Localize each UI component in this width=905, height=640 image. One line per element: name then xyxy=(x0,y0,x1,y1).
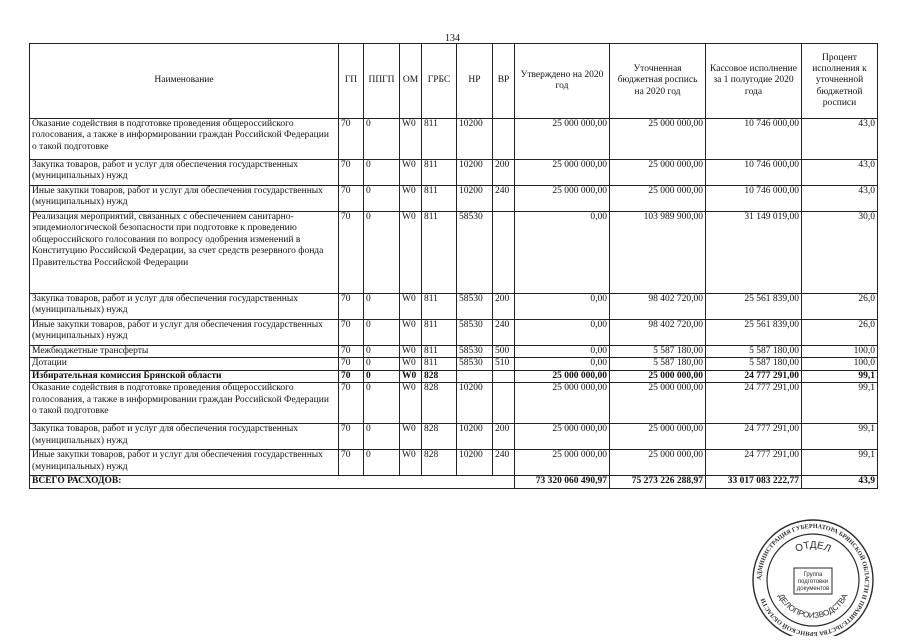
official-stamp xyxy=(733,516,893,636)
cell-om: W0 xyxy=(400,320,422,346)
table-row xyxy=(30,370,878,382)
cell-name: Иные закупки товаров, работ и услуг для обеспечения государственных (муниципальных) нужд xyxy=(30,186,339,212)
cell-approved: 0,00 xyxy=(515,320,610,346)
table-row xyxy=(30,294,878,320)
cell-cash: 25 561 839,00 xyxy=(706,320,802,346)
cell-grbs: 811 xyxy=(422,320,457,346)
cell-name: Реализация мероприятий, связанных с обеспечением санитарно-эпидемиологической безопасности при подготовке к проведению общероссийского голосования по вопросу одобрения изменений в Конституцию Российской Федерации, за счет средств резервного фонда Правительства Российской Федерации xyxy=(30,212,339,294)
stamp-ring-text: АДМИНИСТРАЦИЯ ГУБЕРНАТОРА БРЯНСКОЙ ОБЛАСТИ И ПРАВИТЕЛЬСТВА БРЯНСКОЙ ОБЛАСТИ xyxy=(755,522,871,636)
cell-grbs: 811 xyxy=(422,294,457,320)
table-row xyxy=(30,320,878,346)
cell-cash: 5 587 180,00 xyxy=(706,346,802,358)
cell-percent: 99,1 xyxy=(802,450,878,476)
cell-name: Избирательная комиссия Брянской области xyxy=(30,370,339,382)
cell-om: W0 xyxy=(400,212,422,294)
cell-grbs: 828 xyxy=(422,424,457,450)
cell-ppgp: 0 xyxy=(364,160,400,186)
cell-percent: 43,0 xyxy=(802,119,878,160)
cell-gp: 70 xyxy=(339,160,364,186)
cell-gp: 70 xyxy=(339,450,364,476)
cell-grbs: 828 xyxy=(422,370,457,382)
cell-percent: 43,0 xyxy=(802,186,878,212)
cell-om: W0 xyxy=(400,383,422,424)
cell-grbs: 828 xyxy=(422,383,457,424)
cell-vr xyxy=(493,212,515,294)
cell-name: Дотации xyxy=(30,358,339,370)
cell-approved: 0,00 xyxy=(515,212,610,294)
header-ppgp: ППГП xyxy=(364,44,400,119)
cell-refined: 25 000 000,00 xyxy=(610,424,706,450)
table-row xyxy=(30,450,878,476)
cell-refined: 25 000 000,00 xyxy=(610,186,706,212)
cell-np: 58530 xyxy=(457,212,493,294)
cell-np: 10200 xyxy=(457,450,493,476)
cell-approved: 0,00 xyxy=(515,358,610,370)
cell-ppgp: 0 xyxy=(364,370,400,382)
cell-gp: 70 xyxy=(339,320,364,346)
cell-cash: 24 777 291,00 xyxy=(706,370,802,382)
cell-gp: 70 xyxy=(339,358,364,370)
cell-grbs: 811 xyxy=(422,119,457,160)
cell-np: 58530 xyxy=(457,320,493,346)
cell-name: Иные закупки товаров, работ и услуг для обеспечения государственных (муниципальных) нужд xyxy=(30,450,339,476)
cell-vr: 240 xyxy=(493,186,515,212)
cell-approved: 25 000 000,00 xyxy=(515,383,610,424)
table-row xyxy=(30,424,878,450)
cell-approved: 25 000 000,00 xyxy=(515,424,610,450)
total-refined: 75 273 226 288,97 xyxy=(610,476,706,488)
cell-grbs: 811 xyxy=(422,212,457,294)
table-row xyxy=(30,346,878,358)
cell-approved: 25 000 000,00 xyxy=(515,160,610,186)
cell-gp: 70 xyxy=(339,119,364,160)
cell-approved: 0,00 xyxy=(515,346,610,358)
cell-refined: 5 587 180,00 xyxy=(610,346,706,358)
cell-percent: 100,0 xyxy=(802,358,878,370)
stamp-inner-line: Группа xyxy=(803,572,823,578)
cell-vr: 200 xyxy=(493,424,515,450)
cell-approved: 25 000 000,00 xyxy=(515,370,610,382)
cell-name: Закупка товаров, работ и услуг для обеспечения государственных (муниципальных) нужд xyxy=(30,160,339,186)
cell-ppgp: 0 xyxy=(364,450,400,476)
cell-name: Закупка товаров, работ и услуг для обеспечения государственных (муниципальных) нужд xyxy=(30,424,339,450)
cell-om: W0 xyxy=(400,160,422,186)
table-row xyxy=(30,186,878,212)
cell-om: W0 xyxy=(400,370,422,382)
cell-om: W0 xyxy=(400,294,422,320)
cell-approved: 25 000 000,00 xyxy=(515,186,610,212)
cell-percent: 43,0 xyxy=(802,160,878,186)
table-row xyxy=(30,119,878,160)
total-percent: 43,9 xyxy=(802,476,878,488)
table-row xyxy=(30,160,878,186)
cell-om: W0 xyxy=(400,186,422,212)
budget-table xyxy=(29,43,878,489)
cell-name: Оказание содействия в подготовке проведения общероссийского голосования, а также в информировании граждан Российской Федерации о такой подготовке xyxy=(30,119,339,160)
table-row xyxy=(30,212,878,294)
cell-np: 10200 xyxy=(457,186,493,212)
cell-name: Закупка товаров, работ и услуг для обеспечения государственных (муниципальных) нужд xyxy=(30,294,339,320)
cell-refined: 5 587 180,00 xyxy=(610,358,706,370)
total-row xyxy=(30,476,878,488)
cell-ppgp: 0 xyxy=(364,358,400,370)
cell-cash: 5 587 180,00 xyxy=(706,358,802,370)
stamp-inner-line: подготовки xyxy=(797,579,829,585)
cell-ppgp: 0 xyxy=(364,186,400,212)
cell-cash: 25 561 839,00 xyxy=(706,294,802,320)
cell-vr xyxy=(493,370,515,382)
cell-ppgp: 0 xyxy=(364,294,400,320)
cell-vr: 200 xyxy=(493,160,515,186)
cell-grbs: 811 xyxy=(422,358,457,370)
cell-gp: 70 xyxy=(339,294,364,320)
cell-grbs: 828 xyxy=(422,450,457,476)
header-refined: Уточненная бюджетная роспись на 2020 год xyxy=(610,44,706,119)
cell-np: 10200 xyxy=(457,119,493,160)
table-row xyxy=(30,358,878,370)
cell-percent: 99,1 xyxy=(802,424,878,450)
cell-np: 10200 xyxy=(457,160,493,186)
cell-cash: 10 746 000,00 xyxy=(706,186,802,212)
total-approved: 73 320 060 490,97 xyxy=(515,476,610,488)
cell-cash: 24 777 291,00 xyxy=(706,383,802,424)
table-row xyxy=(30,383,878,424)
cell-refined: 25 000 000,00 xyxy=(610,160,706,186)
cell-vr: 200 xyxy=(493,294,515,320)
cell-om: W0 xyxy=(400,424,422,450)
cell-percent: 99,1 xyxy=(802,370,878,382)
page-number: 134 xyxy=(445,33,460,44)
cell-cash: 31 149 019,00 xyxy=(706,212,802,294)
cell-grbs: 811 xyxy=(422,346,457,358)
cell-refined: 103 989 900,00 xyxy=(610,212,706,294)
cell-gp: 70 xyxy=(339,424,364,450)
cell-refined: 25 000 000,00 xyxy=(610,370,706,382)
stamp-inner-label xyxy=(797,572,829,592)
cell-name: Оказание содействия в подготовке проведения общероссийского голосования, а также в информировании граждан Российской Федерации о такой подготовке xyxy=(30,383,339,424)
cell-grbs: 811 xyxy=(422,186,457,212)
cell-approved: 0,00 xyxy=(515,294,610,320)
cell-np: 10200 xyxy=(457,383,493,424)
cell-approved: 25 000 000,00 xyxy=(515,450,610,476)
cell-gp: 70 xyxy=(339,383,364,424)
cell-np xyxy=(457,370,493,382)
cell-ppgp: 0 xyxy=(364,424,400,450)
total-label: ВСЕГО РАСХОДОВ: xyxy=(30,476,515,488)
header-cash: Кассовое исполнение за 1 полугодие 2020 года xyxy=(706,44,802,119)
cell-vr: 510 xyxy=(493,358,515,370)
header-percent: Процент исполнения к уточненной бюджетной росписи xyxy=(802,44,878,119)
stamp-dept-top: ОТДЕЛ xyxy=(793,539,833,555)
cell-vr: 240 xyxy=(493,450,515,476)
cell-refined: 25 000 000,00 xyxy=(610,383,706,424)
cell-np: 58530 xyxy=(457,358,493,370)
cell-cash: 24 777 291,00 xyxy=(706,424,802,450)
cell-ppgp: 0 xyxy=(364,119,400,160)
cell-np: 58530 xyxy=(457,346,493,358)
cell-np: 58530 xyxy=(457,294,493,320)
header-grbs: ГРБС xyxy=(422,44,457,119)
cell-vr xyxy=(493,383,515,424)
cell-ppgp: 0 xyxy=(364,320,400,346)
header-name: Наименование xyxy=(30,44,339,119)
cell-refined: 25 000 000,00 xyxy=(610,119,706,160)
cell-refined: 98 402 720,00 xyxy=(610,294,706,320)
cell-cash: 24 777 291,00 xyxy=(706,450,802,476)
cell-om: W0 xyxy=(400,358,422,370)
cell-percent: 26,0 xyxy=(802,294,878,320)
cell-om: W0 xyxy=(400,346,422,358)
cell-ppgp: 0 xyxy=(364,212,400,294)
cell-grbs: 811 xyxy=(422,160,457,186)
total-cash: 33 017 083 222,77 xyxy=(706,476,802,488)
cell-vr xyxy=(493,119,515,160)
stamp-inner-line: документов xyxy=(796,586,830,592)
cell-cash: 10 746 000,00 xyxy=(706,119,802,160)
cell-gp: 70 xyxy=(339,212,364,294)
cell-cash: 10 746 000,00 xyxy=(706,160,802,186)
cell-gp: 70 xyxy=(339,346,364,358)
table-header-row xyxy=(30,44,878,119)
cell-percent: 99,1 xyxy=(802,383,878,424)
cell-ppgp: 0 xyxy=(364,383,400,424)
header-om: ОМ xyxy=(400,44,422,119)
cell-percent: 100,0 xyxy=(802,346,878,358)
cell-name: Иные закупки товаров, работ и услуг для обеспечения государственных (муниципальных) нужд xyxy=(30,320,339,346)
header-vr: ВР xyxy=(493,44,515,119)
cell-om: W0 xyxy=(400,119,422,160)
cell-vr: 500 xyxy=(493,346,515,358)
cell-vr: 240 xyxy=(493,320,515,346)
stamp-dept-bottom: ДЕЛОПРОИЗВОДСТВА xyxy=(776,592,850,621)
header-approved: Утверждено на 2020 год xyxy=(515,44,610,119)
cell-percent: 30,0 xyxy=(802,212,878,294)
cell-refined: 25 000 000,00 xyxy=(610,450,706,476)
cell-ppgp: 0 xyxy=(364,346,400,358)
cell-refined: 98 402 720,00 xyxy=(610,320,706,346)
header-np: НР xyxy=(457,44,493,119)
cell-gp: 70 xyxy=(339,370,364,382)
header-gp: ГП xyxy=(339,44,364,119)
cell-om: W0 xyxy=(400,450,422,476)
cell-name: Межбюджетные трансферты xyxy=(30,346,339,358)
cell-approved: 25 000 000,00 xyxy=(515,119,610,160)
cell-np: 10200 xyxy=(457,424,493,450)
table-body xyxy=(30,119,878,489)
cell-percent: 26,0 xyxy=(802,320,878,346)
cell-gp: 70 xyxy=(339,186,364,212)
